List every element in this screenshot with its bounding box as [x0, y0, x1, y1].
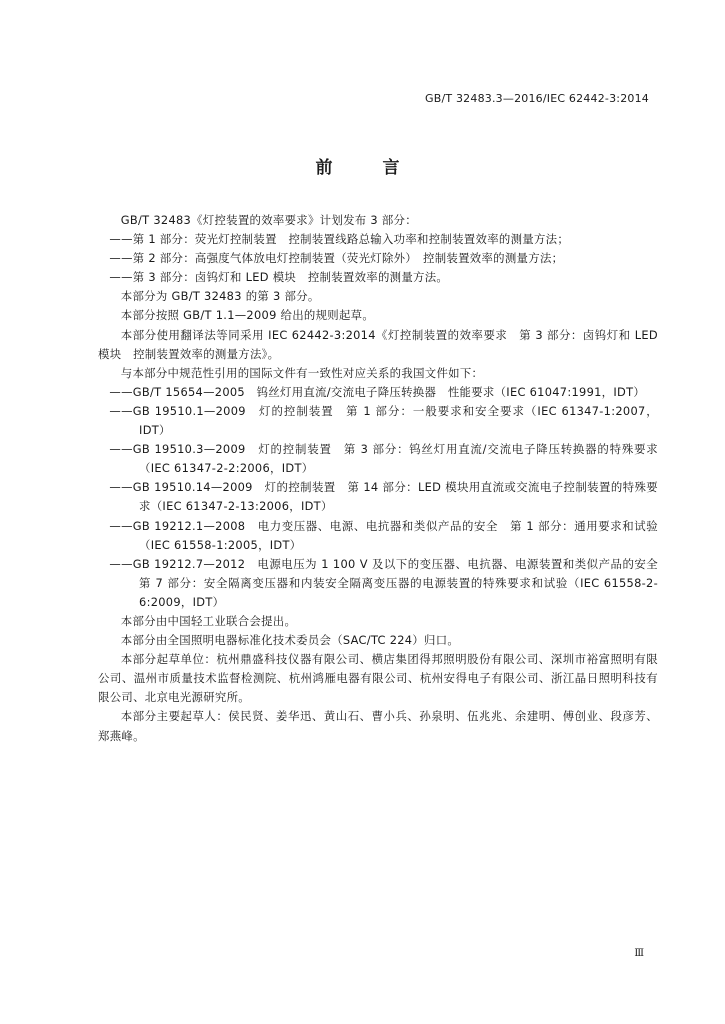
reference-item: ——GB/T 15654—2005 钨丝灯用直流/交流电子降压转换器 性能要求（IEC 61047:1991，IDT）: [109, 384, 646, 399]
page-number: Ⅲ: [634, 948, 644, 959]
reference-item: ——GB 19510.1—2009 灯的控制装置 第 1 部分：一般要求和安全要求（IEC 61347-1:2007，IDT）: [109, 403, 658, 438]
proposer-paragraph: 本部分由中国轻工业联合会提出。: [120, 613, 297, 628]
reference-item: ——GB 19510.3—2009 灯的控制装置 第 3 部分：钨丝灯用直流/交流电子降压转换器的特殊要求（IEC 61347-2-2:2006，IDT）: [109, 442, 658, 476]
body-paragraph: 本部分为 GB/T 32483 的第 3 部分。: [120, 289, 320, 304]
reference-item: ——GB 19510.14—2009 灯的控制装置 第 14 部分：LED 模块用直流或交流电子控制装置的特殊要求（IEC 61347-2-13:2006，IDT）: [109, 480, 658, 514]
body-paragraph: 本部分按照 GB/T 1.1—2009 给出的规则起草。: [120, 308, 375, 323]
reference-item: ——GB 19212.1—2008 电力变压器、电源、电抗器和类似产品的安全 第 1 部分：通用要求和试验（IEC 61558-1:2005，IDT）: [109, 518, 658, 552]
part-list-item: ——第 3 部分：卤钨灯和 LED 模块 控制装置效率的测量方法。: [109, 270, 449, 285]
body-paragraph: 本部分使用翻译法等同采用 IEC 62442-3:2014《灯控制装置的效率要求 第 3 部分：卤钨灯和 LED 模块 控制装置效率的测量方法》。: [98, 327, 658, 361]
part-list-item: ——第 1 部分：荧光灯控制装置 控制装置线路总输入功率和控制装置效率的测量方法；: [109, 232, 570, 247]
body-paragraph: 与本部分中规范性引用的国际文件有一致性对应关系的我国文件如下：: [120, 365, 484, 380]
document-body: [98, 211, 670, 746]
page-title: 前 言: [315, 158, 422, 178]
standard-code-header: GB/T 32483.3—2016/IEC 62442-3:2014: [424, 92, 649, 105]
drafters-paragraph: 本部分主要起草人：侯民贤、姜华迅、黄山石、曹小兵、孙泉明、伍兆兆、余建明、傅创业、段彦芳、郑燕峰。: [98, 709, 658, 743]
reference-item: ——GB 19212.7—2012 电源电压为 1 100 V 及以下的变压器、电抗器、电源装置和类似产品的安全 第 7 部分：安全隔离变压器和内装安全隔离变压器的电源装置的特殊要求和试验（IEC 61558-2-6:2009，IDT）: [109, 556, 670, 609]
intro-paragraph: GB/T 32483《灯控装置的效率要求》计划发布 3 部分：: [120, 213, 417, 227]
part-list-item: ——第 2 部分：高强度气体放电灯控制装置（荧光灯除外） 控制装置效率的测量方法；: [109, 251, 564, 266]
committee-paragraph: 本部分由全国照明电器标准化技术委员会（SAC/TC 224）归口。: [120, 633, 460, 648]
drafting-units-paragraph: 本部分起草单位：杭州鼎盛科技仪器有限公司、横店集团得邦照明股份有限公司、深圳市裕富照明有限公司、温州市质量技术监督检测院、杭州鸿雁电器有限公司、杭州安得电子有限公司、浙江晶日照明科技有限公司、北京电光源研究所。: [98, 652, 658, 705]
